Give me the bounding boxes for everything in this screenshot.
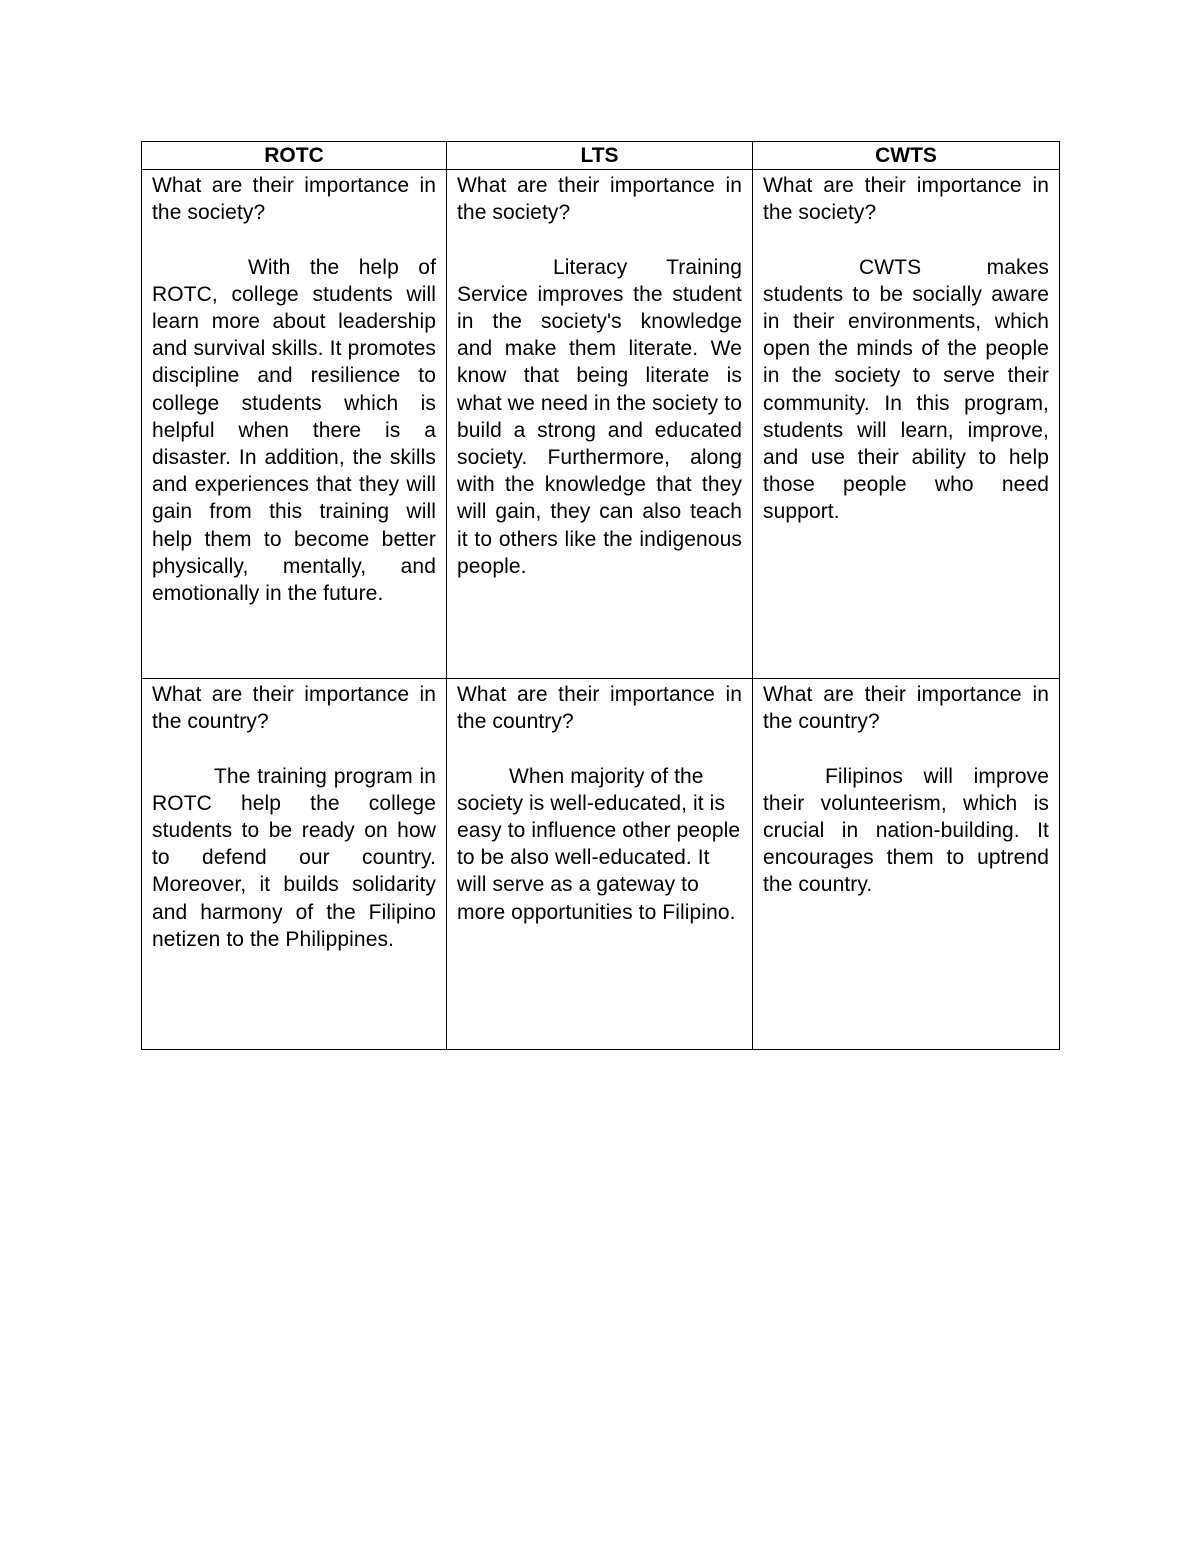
cell-lts-society: [447, 170, 753, 679]
answer-text: With the help of ROTC, college students will learn more about leadership and survival skills. It promotes discipline and resilience to college students which is helpful when there is a disaster. In addition, the skills and experiences that they will gain from this training will help them to become better physically, mentally, and emotionally in the future.: [152, 255, 436, 606]
question-text: What are their importance in the society?: [763, 174, 1049, 225]
answer-text: Literacy Training Service improves the student in the society's knowledge and make them literate. We know that being literate is what we need in the society to build a strong and educated society. Furthermore, along with the knowledge that they will gain, they can also teach it to others like the indigenous people.: [457, 255, 742, 578]
cell-rotc-society: [142, 170, 447, 679]
cell-lts-country: [447, 679, 753, 1050]
cell-rotc-country: [142, 679, 447, 1050]
table-row-society: [142, 170, 1060, 679]
answer-text: CWTS makes students to be socially aware in their environments, which open the minds of the people in the society to serve their community. In this program, students will learn, improve, and use their ability to help those people who need support.: [763, 255, 1049, 524]
header-row: [142, 142, 1060, 170]
table-row-country: [142, 679, 1060, 1050]
question-text: What are their importance in the country?: [457, 683, 742, 734]
cell-cwts-society: [753, 170, 1060, 679]
question-text: What are their importance in the country?: [763, 683, 1049, 734]
header-lts: LTS: [447, 142, 753, 170]
question-text: What are their importance in the society?: [152, 174, 436, 225]
header-cwts: CWTS: [753, 142, 1060, 170]
cell-cwts-country: [753, 679, 1060, 1050]
answer-text: When majority of the society is well-educated, it is easy to influence other people to be also well-educated. It will serve as a gateway to more opportunities to Filipino.: [457, 764, 741, 924]
question-text: What are their importance in the society?: [457, 174, 742, 225]
answer-text: The training program in ROTC help the college students to be ready on how to defend our country. Moreover, it builds solidarity and harmony of the Filipino netizen to the Philippines.: [152, 764, 436, 951]
question-text: What are their importance in the country?: [152, 683, 436, 734]
answer-text: Filipinos will improve their volunteerism, which is crucial in nation-building. It encourages them to uptrend the country.: [763, 764, 1049, 897]
comparison-table: [141, 141, 1060, 1050]
header-rotc: ROTC: [142, 142, 447, 170]
